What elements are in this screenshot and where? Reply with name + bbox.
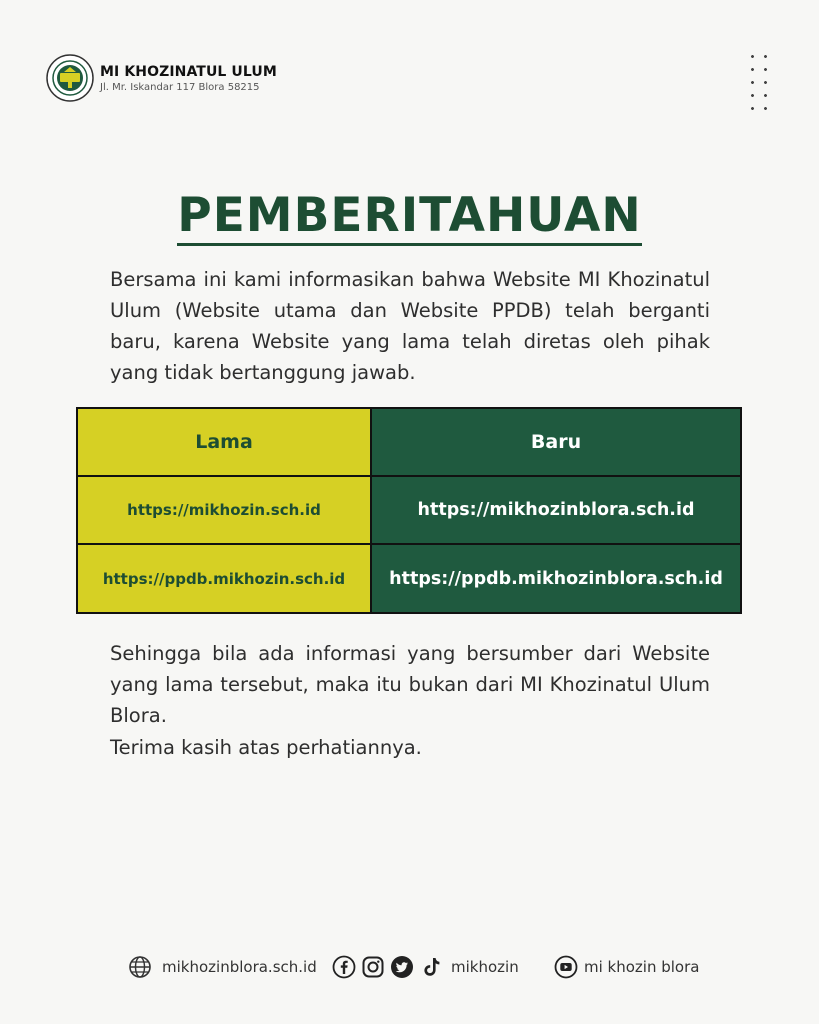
table-header-new: Baru	[372, 409, 740, 477]
old-url-ppdb: https://ppdb.mikhozin.sch.id	[78, 545, 372, 612]
page-title-text: PEMBERITAHUAN	[177, 188, 641, 246]
school-address: Jl. Mr. Iskandar 117 Blora 58215	[100, 81, 260, 93]
dot-grid-decoration	[746, 50, 774, 116]
youtube-icon	[554, 955, 578, 979]
intro-paragraph: Bersama ini kami informasikan bahwa Website MI Khozinatul Ulum (Website utama dan Website PPDB) telah berganti baru, karena Website yang lama telah diretas oleh pihak yang tidak bertanggung jawab.	[110, 268, 710, 384]
footer-website	[128, 954, 317, 980]
school-header	[46, 54, 277, 102]
facebook-icon	[332, 955, 356, 979]
footer-youtube-text: mi khozin blora	[584, 958, 700, 976]
twitter-icon	[390, 955, 414, 979]
tiktok-icon	[419, 955, 443, 979]
footer-social	[332, 954, 519, 980]
table-header-old: Lama	[78, 409, 372, 477]
footer-social-handle: mikhozin	[451, 958, 519, 976]
school-name: MI KHOZINATUL ULUM	[100, 63, 277, 80]
footer-website-text: mikhozinblora.sch.id	[162, 958, 317, 976]
thanks-paragraph: Terima kasih atas perhatiannya.	[110, 736, 422, 759]
old-url-main: https://mikhozin.sch.id	[78, 477, 372, 545]
footer-youtube	[554, 954, 699, 980]
globe-icon	[128, 955, 152, 979]
page-title	[0, 188, 819, 243]
school-brand	[100, 64, 277, 93]
new-url-main: https://mikhozinblora.sch.id	[372, 477, 740, 545]
footer	[0, 954, 819, 980]
closing-paragraph: Sehingga bila ada informasi yang bersumber dari Website yang lama tersebut, maka itu bukan dari MI Khozinatul Ulum Blora.	[110, 642, 710, 727]
school-emblem-icon	[46, 54, 94, 102]
new-url-ppdb: https://ppdb.mikhozinblora.sch.id	[372, 545, 740, 612]
instagram-icon	[361, 955, 385, 979]
website-comparison-table	[76, 407, 742, 614]
